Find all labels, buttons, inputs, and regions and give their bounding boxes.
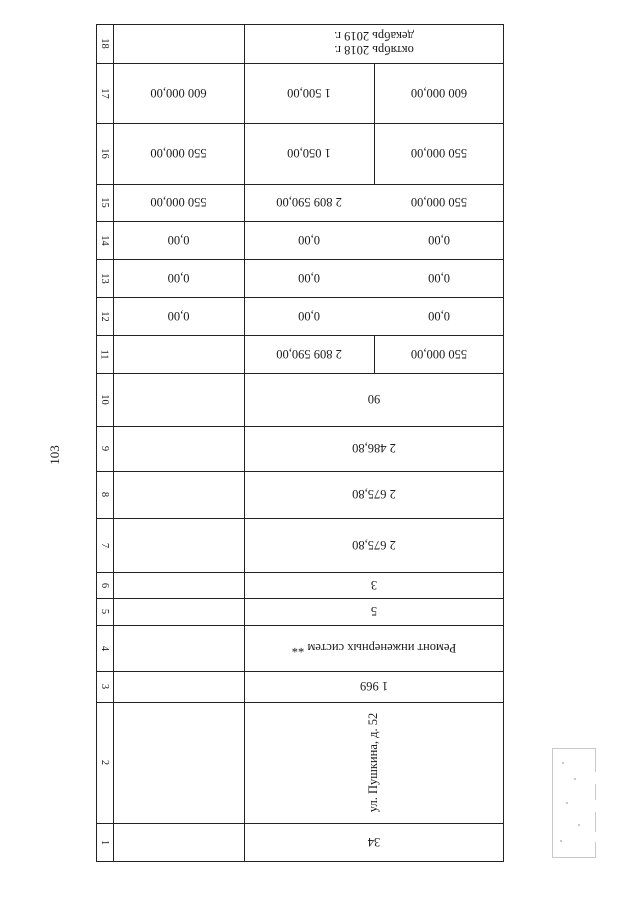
column-number: 7	[99, 542, 110, 548]
address-cell: ул. Пушкина, д. 52	[366, 712, 381, 813]
row-number-cell: 34	[367, 835, 381, 850]
work-type-cell: Ремонт инженерных систем **	[291, 641, 457, 655]
residents-cell: 90	[367, 392, 381, 407]
fund-federal-cell: 0,00	[167, 309, 190, 323]
column-number: 5	[99, 608, 110, 615]
unit-cost-limit-cell: 1 500,00	[287, 86, 331, 100]
period-cell	[244, 24, 504, 63]
column-number: 8	[99, 491, 110, 498]
column-number: 16	[99, 148, 110, 159]
unit-cost-cell: 550 000,00	[150, 146, 207, 161]
period-end: декабрь 2019 г.	[334, 29, 414, 44]
fund-local-cell: 0,00	[428, 233, 450, 247]
fund-local-cell: 0,00	[298, 233, 320, 247]
fund-regional-cell: 0,00	[167, 271, 190, 285]
area-residential-cell: 2 486,80	[352, 441, 396, 456]
column-number: 2	[99, 759, 110, 766]
fund-federal-cell: 0,00	[298, 309, 320, 323]
column-number: 3	[99, 683, 110, 690]
area-premises-cell: 2 675,80	[352, 487, 396, 502]
column-number: 18	[99, 38, 110, 49]
unit-cost-cell: 1 050,00	[287, 146, 331, 161]
column-number: 4	[99, 645, 110, 651]
column-number: 15	[99, 197, 110, 208]
stamp-mark	[548, 744, 606, 864]
period-start: октябрь 2018 г.	[334, 43, 414, 58]
fund-owners-cell: 550 000,00	[150, 195, 207, 210]
fund-federal-cell: 0,00	[428, 309, 450, 323]
column-number: 11	[99, 348, 110, 360]
column-number: 6	[99, 582, 110, 588]
column-number: 10	[99, 394, 110, 405]
cost-total-cell: 2 809 590,00	[276, 347, 342, 361]
fund-local-cell: 0,00	[167, 233, 190, 247]
column-number: 1	[99, 839, 110, 846]
page-number: 103	[47, 445, 62, 465]
fund-owners-cell: 550 000,00	[410, 195, 468, 210]
column-number: 9	[99, 445, 110, 452]
cost-total-cell: 550 000,00	[410, 347, 468, 361]
unit-cost-limit-cell: 600 000,00	[150, 86, 207, 100]
area-total-cell: 2 675,80	[352, 538, 396, 552]
column-number: 14	[99, 234, 110, 246]
fund-regional-cell: 0,00	[298, 271, 320, 285]
year-cell: 1 969	[359, 679, 389, 694]
unit-cost-cell: 550 000,00	[410, 146, 468, 161]
column-number: 13	[99, 272, 110, 284]
column-number: 12	[99, 310, 110, 322]
column-number: 17	[99, 87, 110, 99]
fund-owners-cell: 2 809 590,00	[276, 195, 342, 210]
entrances-cell: 3	[370, 578, 378, 592]
fund-regional-cell: 0,00	[428, 271, 450, 285]
unit-cost-limit-cell: 600 000,00	[410, 86, 468, 100]
floors-cell: 5	[370, 604, 378, 619]
